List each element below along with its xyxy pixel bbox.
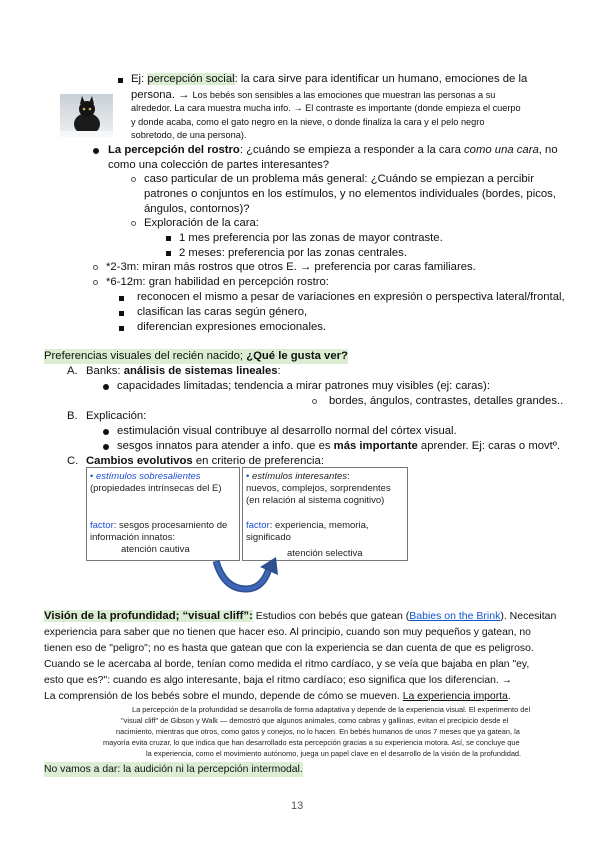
month-1-item: 1 mes preferencia por las zonas de mayor contraste. [179,232,443,244]
evolutionary-changes-line: Cambios evolutivos en criterio de preferencia: [86,455,324,467]
month-2-item: 2 meses: preferencia por las zonas centrales. [179,247,407,259]
explanation-bullet-1: estimulación visual contribuye al desarrollo normal del córtex visual. [117,425,457,437]
salient-stimuli-box: • estímulos sobresalientes (propiedades intrínsecas del E) factor: sesgos procesamiento de información innatos: atención cautiva [86,467,240,561]
selective-attention-label: atención selectiva [287,548,363,559]
interesting-stimuli-sub: nuevos, complejos, sorprendentes [246,483,391,494]
example-line-2: persona. → Los bebés son sensibles a las emociones que muestran las personas a su [131,89,496,101]
example-line-1: Ej: percepción social: la cara sirve para identificar un humano, emociones de la [131,73,528,85]
bullet-dot [103,384,109,390]
face-perception-line-2: como una colección de partes interesantes? [108,159,330,171]
example-line-3: alrededor. La cara muestra mucha info. → El contraste es importante (donde empieza el cuerpo [131,103,521,113]
transition-arrow-icon [204,555,284,595]
banks-line: Banks: análisis de sistemas lineales: [86,365,281,377]
sub-item-emotions: diferencian expresiones emocionales. [137,321,327,333]
innate-bias-text: : sesgos procesamiento de [113,520,228,531]
experience-text: : experiencia, memoria, [269,520,369,531]
banks-bullet-1: capacidades limitadas; tendencia a mirar patrones muy visibles (ej: caras): [117,380,490,392]
page-number: 13 [291,800,304,812]
bullet-square [119,296,124,301]
depth-vision-line-1: Visión de la profundidad; “visual cliff”: Estudios con bebés que gatean (Babies on the Brink). Necesitan [44,610,557,622]
face-perception-line-1: La percepción del rostro: ¿cuándo se empieza a responder a la cara como una cara, no [108,144,558,156]
bullet-circle [131,221,136,226]
case-line-2: patrones o conjuntos en los estímulos, y no elementos individuales (bordes, picos, [144,188,556,200]
bullet-square [119,326,124,331]
not-covered-note: No vamos a dar: la audición ni la percepción intermodal. [44,764,303,775]
bullet-dot [93,148,99,154]
experience-text-2: significado [246,532,291,543]
interesting-stimuli-sub-2: (en relación al sistema cognitivo) [246,495,385,506]
bullet-dot [103,429,109,435]
bullet-square [119,311,124,316]
preference-diagram [86,467,416,595]
months-6-12-item: *6-12m: gran habilidad en percepción rostro: [106,276,329,288]
bullet-circle [93,265,98,270]
captive-attention-label: atención cautiva [121,544,190,555]
factor-label: factor [90,520,114,531]
depth-paragraph-line-4: Cuando se le acercaba al borde, tenían como medida el ritmo cardíaco, y se veía que bajaba en plan "ey, [44,659,530,670]
explanation-bullet-2: sesgos innatos para atender a info. que es más importante aprender. Ej: caras o movtº. [117,440,561,452]
bullet-square [166,251,171,256]
factor-label: factor [246,520,270,531]
interesting-stimuli-title: estímulos interesantes [251,471,348,482]
experience-matters-text: La experiencia importa [402,691,508,702]
bullet-circle [93,280,98,285]
note-line-3: nacimiento, mientras que otros, como gatos y conejos, no lo hacen. En bebés humanos de unos 7 meses que ya gatean, la [116,727,520,736]
list-label-c: C. [67,455,79,467]
social-perception-highlight: percepción social [147,73,235,85]
bullet-square [166,236,171,241]
bullet-dot [103,444,109,450]
months-2-3-item: *2-3m: miran más rostros que otros E. → preferencia por caras familiares. [106,261,476,273]
list-label-b: B. [67,410,78,422]
depth-paragraph-line-6: La comprensión de los bebés sobre el mundo, depende de cómo se mueven. La experiencia importa. [44,691,511,702]
note-line-5: la experiencia, como el movimiento autónomo, juega un papel clave en el desarrollo de la visión de la profundidad. [146,749,522,758]
note-line-2: "visual cliff" de Gibson y Walk — demostró que algunos animales, como cabras y gallinas, evitan el precipicio desde el [121,716,509,725]
innate-bias-text-2: información innatos: [90,532,176,543]
salient-stimuli-title: estímulos sobresalientes [95,471,201,482]
bullet-square [118,78,123,83]
depth-paragraph-line-2: experiencia para saber que no tienen que hacer eso. Al principio, cuando son muy pequeños y gatean, no [44,627,531,638]
visual-preferences-heading: Preferencias visuales del recién nacido; ¿Qué le gusta ver? [44,350,348,362]
list-label-a: A. [67,365,78,377]
babies-on-the-brink-link[interactable]: Babies on the Brink [409,610,501,622]
note-line-1: La percepción de la profundidad se desarrolla de forma adaptativa y depende de la experiencia visual. El experimento del [132,705,531,714]
salient-stimuli-sub: (propiedades intrínsecas del E) [90,483,222,494]
sub-item-classify: clasifican las caras según género, [137,306,308,318]
sub-item-recognize: reconocen el mismo a pesar de variaciones en expresión o perspectiva lateral/frontal, [137,291,565,303]
case-line-3: ángulos, contornos)? [144,203,250,215]
depth-paragraph-line-3: tienen eso de "peligro"; no es hasta que gatean que con la experiencia se dan cuenta de que es peligroso. [44,643,534,654]
interesting-stimuli-box: • estímulos interesantes: nuevos, complejos, sorprendentes (en relación al sistema cognitivo) factor: experiencia, memoria, significado atención selectiva [242,467,408,561]
explanation-line: Explicación: [86,410,147,422]
face-exploration: Exploración de la cara: [144,217,259,229]
example-line-5: sobretodo, de una persona). [131,130,247,140]
example-line-4: y donde acaba, como el gato negro en la nieve, o donde finaliza la cara y el pelo negro [131,117,485,127]
cat-in-snow-image [60,94,113,137]
note-line-4: mayoría evita cruzar, lo que indica que han desarrollado esta percepción gracias a su experiencia motora. Así, se concluye que [103,738,520,747]
banks-bullet-2: bordes, ángulos, contrastes, detalles grandes.. [329,395,564,407]
depth-paragraph-line-5: esto que es?": cuando es algo interesante, baja el ritmo cardíaco; eso significa que los diferencian. → [44,675,513,686]
case-line-1: caso particular de un problema más general: ¿Cuándo se empiezan a percibir [144,173,534,185]
bullet-circle [312,399,317,404]
depth-vision-heading: Visión de la profundidad; “visual cliff”: [44,610,253,622]
bullet-circle [131,177,136,182]
